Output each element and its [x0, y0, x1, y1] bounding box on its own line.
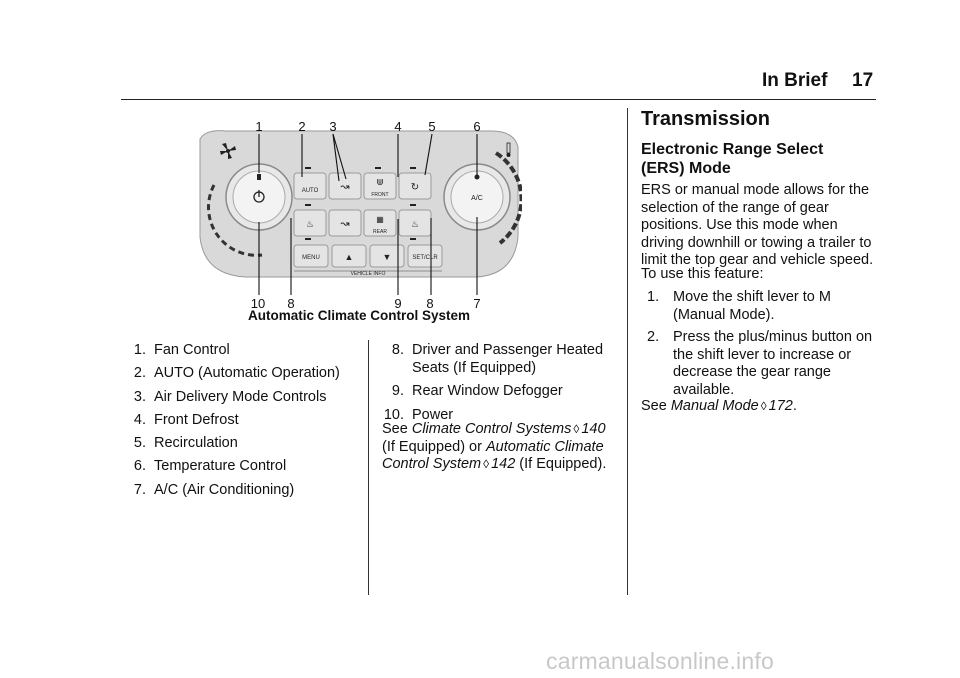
heated-seat-icon-2: ♨ [410, 219, 420, 229]
transmission-heading: Transmission [641, 108, 770, 130]
list-item: 8. Driver and Passenger Heated Seats (If Equipped) [391, 342, 604, 376]
list-item: 2. Press the plus/minus button on the shift lever to increase or decrease the gear range available. [647, 329, 873, 398]
ac-label: A/C [471, 195, 483, 202]
list-item: 5. Recirculation [133, 435, 238, 452]
menu-label: MENU [302, 255, 320, 261]
ers-subheading: Electronic Range Select (ERS) Mode [641, 141, 824, 177]
xref-page[interactable]: 140 [581, 421, 606, 437]
list-item: 2. AUTO (Automatic Operation) [133, 365, 340, 382]
recirculation-icon: ↻ [410, 182, 420, 193]
rear-label: REAR [373, 229, 387, 235]
auto-label: AUTO [301, 188, 319, 194]
column-divider [627, 108, 628, 595]
set-clr-label: SET/CLR [412, 255, 438, 261]
callout-9: 9 [394, 296, 402, 311]
callout-10: 10 [250, 296, 266, 311]
xref-symbol: ◊ [483, 457, 490, 472]
mode-icon-2: ↝ [340, 218, 350, 230]
xref-symbol: ◊ [760, 399, 767, 413]
list-item: 6. Temperature Control [133, 458, 287, 475]
list-item: 1. Move the shift lever to M (Manual Mode). [647, 289, 831, 323]
ers-steps [641, 289, 881, 405]
figure-caption: Automatic Climate Control System [247, 308, 471, 323]
list-item: 3. Air Delivery Mode Controls [133, 388, 327, 405]
use-intro-text: To use this feature: [641, 266, 764, 282]
callout-2: 2 [298, 119, 306, 134]
section-title: In Brief [762, 70, 828, 91]
xref-automatic-climate-control[interactable]: Automatic Climate Control System [382, 438, 604, 473]
xref-page[interactable]: 142 [491, 456, 516, 473]
callout-7: 7 [473, 296, 481, 311]
watermark: carmanualsonline.info [546, 648, 774, 674]
callout-1: 1 [255, 119, 263, 134]
page-number: 17 [852, 70, 874, 91]
header-rule [121, 99, 876, 100]
down-arrow-icon: ▼ [382, 252, 392, 262]
list-item: 9. Rear Window Defogger [391, 383, 563, 400]
controls-list-right [382, 341, 622, 429]
rear-defog-icon: ▦ [376, 215, 384, 224]
list-item: 4. Front Defrost [133, 411, 239, 428]
list-item: 1. Fan Control [133, 342, 230, 358]
xref-climate-control-systems[interactable]: Climate Control Systems [411, 421, 572, 437]
callout-3: 3 [329, 119, 337, 134]
xref-page[interactable]: 172 [768, 398, 793, 414]
list-item: 10. Power [383, 406, 454, 423]
list-item: 7. A/C (Air Conditioning) [133, 481, 295, 498]
column-divider [368, 340, 369, 595]
callout-5: 5 [428, 119, 436, 134]
vehicle-info-label: VEHICLE INFO [350, 271, 386, 277]
see-also-climate: See Climate Control Systems ◊ 140 (If Equipped) or Automatic Climate Control System ◊ 142 (If Equipped). [382, 421, 607, 473]
callout-6: 6 [473, 119, 481, 134]
xref-manual-mode[interactable]: Manual Mode [670, 398, 759, 414]
xref-symbol: ◊ [573, 422, 580, 436]
mode-icon: ↝ [340, 181, 350, 193]
front-label: FRONT [371, 192, 389, 198]
up-arrow-icon: ▲ [344, 252, 354, 262]
ers-body-text: ERS or manual mode allows for the selection of the range of gear positions. Use this mode when driving downhill or towing a trailer to limit the top gear and vehicle speed. [641, 182, 874, 269]
controls-list-left [124, 341, 364, 504]
callout-8a: 8 [287, 296, 295, 311]
see-also-manual-mode: See Manual Mode ◊ 172. [641, 398, 797, 414]
front-defrost-icon: ⋓ [376, 177, 384, 187]
callout-4: 4 [394, 119, 402, 134]
callout-8b: 8 [426, 296, 434, 311]
climate-control-diagram [196, 117, 522, 312]
heated-seat-icon: ♨ [305, 219, 315, 229]
